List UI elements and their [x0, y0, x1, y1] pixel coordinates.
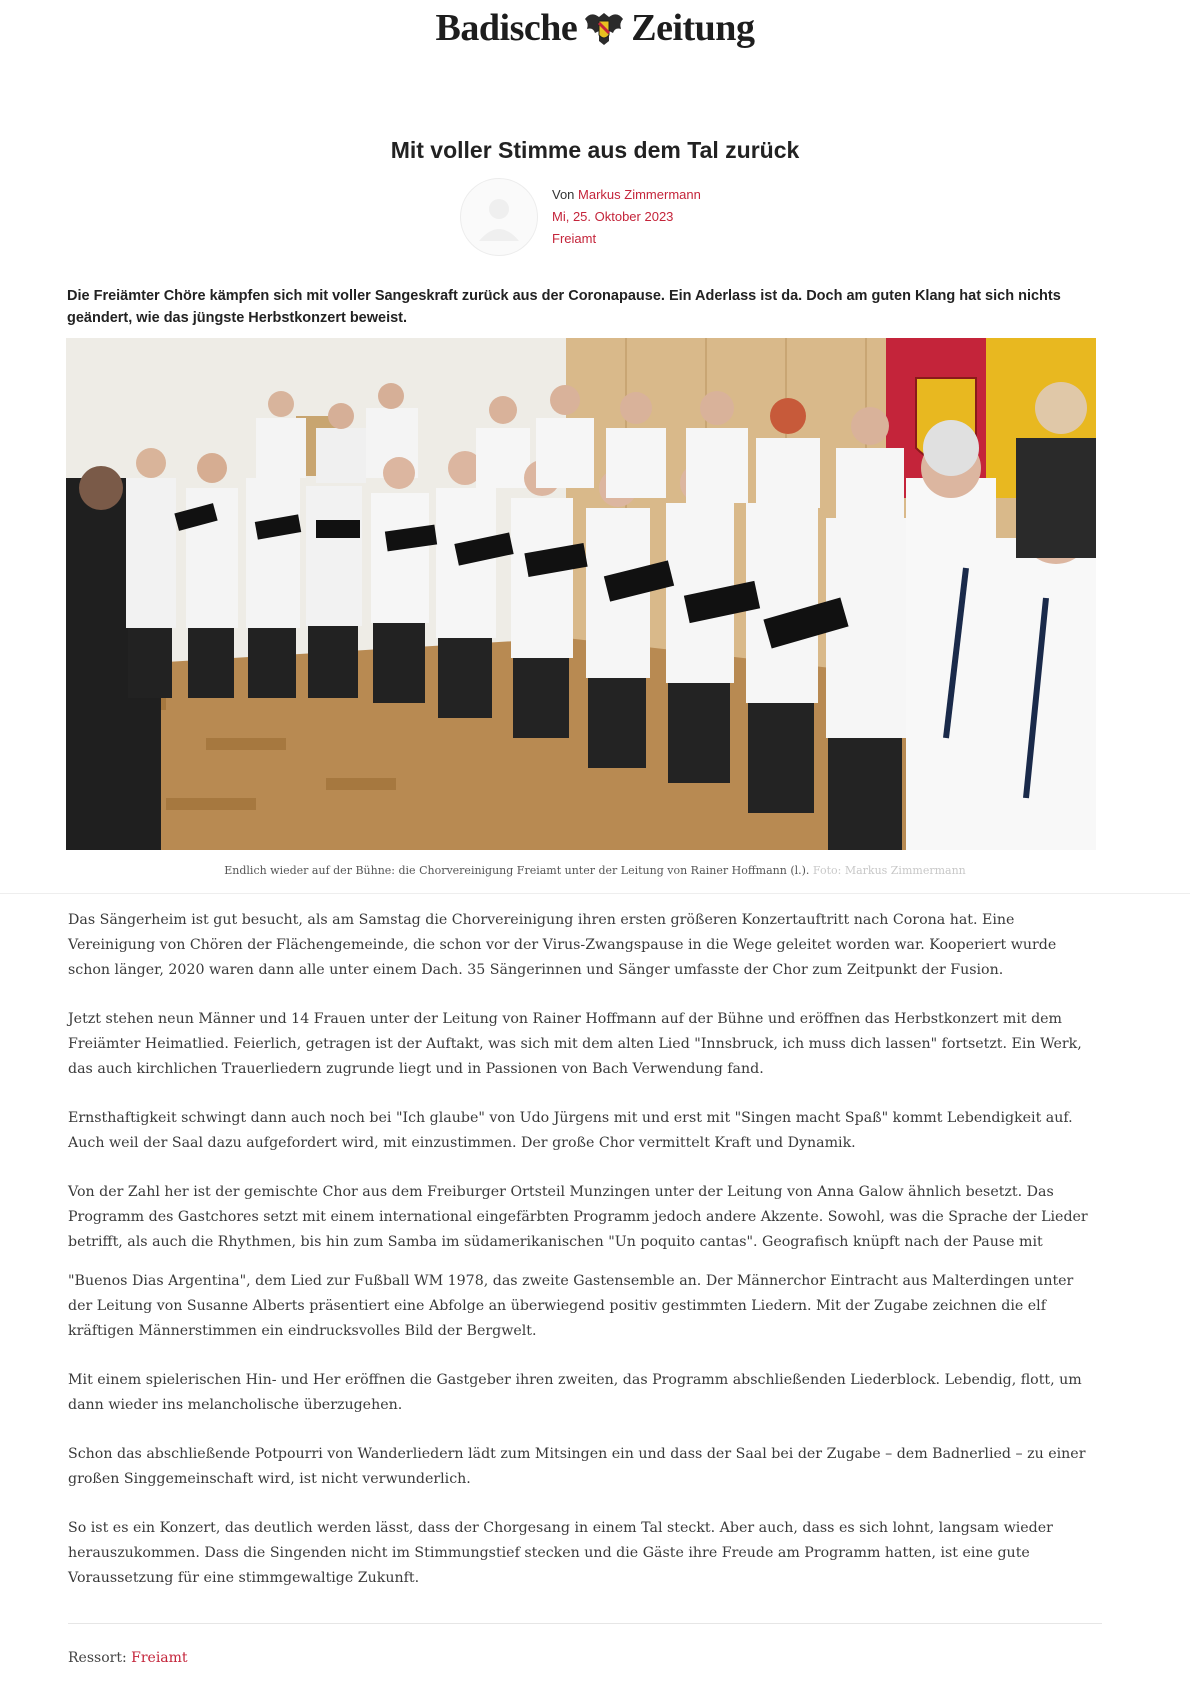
body-paragraph: Mit einem spielerischen Hin- und Her eröffnen die Gastgeber ihren zweiten, das Programm abschließenden Liederblock. Lebendig, flott, um dann wieder ins melancholische überzugehen. — [68, 1372, 1082, 1413]
body-paragraph: Jetzt stehen neun Männer und 14 Frauen unter der Leitung von Rainer Hoffmann auf der Bühne und eröffnen das Herbstkonzert mit dem Freiämter Heimatlied. Feierlich, getragen ist der Auftakt, was sich mit dem alten Lied "Innsbruck, ich muss dich lassen" fortsetzt. Ein Werk, das auch kirchlichen Trauerliedern zugrunde liegt und in Passionen von Bach Verwendung fand. — [68, 1011, 1082, 1077]
article-title: Mit voller Stimme aus dem Tal zurück — [390, 137, 800, 164]
masthead-word-left: Badische — [435, 7, 578, 49]
body-paragraph: Von der Zahl her ist der gemischte Chor aus dem Freiburger Ortsteil Munzingen unter der Leitung von Anna Galow ähnlich besetzt. Das Programm des Gastchores setzt mit einem international eingefärbten Programm jedoch andere Akzente. Sowohl, was die Sprache der Lieder betrifft, als auch die Rhythmen, bis hin zum Samba im südamerikanischen "Un poquito cantas". Geografisch knüpft nach der Pause mit — [68, 1184, 1088, 1250]
body-paragraph: Ernsthaftigkeit schwingt dann auch noch bei "Ich glaube" von Udo Jürgens mit und erst mit "Singen macht Spaß" kommt Lebendigkeit auf. Auch weil der Saal dazu aufgefordert wird, mit einzustimmen. Der große Chor vermittelt Kraft und Dynamik. — [68, 1110, 1073, 1151]
choir-photo-illustration — [66, 338, 1096, 850]
divider — [0, 893, 1190, 894]
body-paragraph: "Buenos Dias Argentina", dem Lied zur Fußball WM 1978, das zweite Gastensemble an. Der Männerchor Eintracht aus Malterdingen unter der Leitung von Susanne Alberts präsentiert eine Abfolge an überwiegend positiv gestimmten Liedern. Mit der Zugabe zeichnen die elf kräftigen Männerstimmen ein eindrucksvolles Bild der Bergwelt. — [68, 1273, 1074, 1339]
article-lead: Die Freiämter Chöre kämpfen sich mit voller Sangeskraft zurück aus der Coronapause. Ein Aderlass ist da. Doch am guten Klang hat sich nichts geändert, wie das jüngste Herbstkonzert beweist. — [67, 287, 1061, 326]
body-paragraph: Das Sängerheim ist gut besucht, als am Samstag die Chorvereinigung ihren ersten größeren Konzertauftritt nach Corona hat. Eine Vereinigung von Chören der Flächengemeinde, die schon vor der Virus-Zwangspause in die Wege geleitet worden war. Kooperiert wurde schon länger, 2020 waren dann alle unter einem Dach. 35 Sängerinnen und Sänger umfasste der Chor zum Zeitpunkt der Fusion. — [68, 912, 1057, 978]
ressort-label: Ressort: — [68, 1650, 127, 1666]
avatar-placeholder-icon — [469, 187, 529, 247]
author-line — [552, 184, 701, 206]
article-date: Mi, 25. Oktober 2023 — [552, 209, 674, 224]
photo-credit: Foto: Markus Zimmermann — [812, 864, 966, 877]
griffin-crest-icon — [581, 9, 627, 47]
body-paragraph: So ist es ein Konzert, das deutlich werden lässt, dass der Chorgesang in einem Tal steckt. Aber auch, dass es sich lohnt, langsam wieder herauszukommen. Dass die Singenden nicht im Stimmungstief stecken und die Gäste ihre Freude am Programm hatten, ist eine gute Voraussetzung für eine stimmgewaltige Zukunft. — [68, 1520, 1053, 1586]
author-link[interactable]: Markus Zimmermann — [578, 187, 701, 202]
article-body — [68, 908, 1102, 1615]
masthead-word-right: Zeitung — [631, 7, 755, 49]
masthead — [0, 6, 1190, 56]
photo-caption — [0, 864, 1190, 877]
author-avatar — [460, 178, 538, 256]
ressort-line — [68, 1650, 188, 1666]
masthead-logo[interactable] — [436, 6, 755, 50]
article-photo — [66, 338, 1096, 850]
section-link[interactable]: Freiamt — [552, 231, 597, 246]
byline — [460, 178, 701, 256]
photo-caption-text: Endlich wieder auf der Bühne: die Chorvereinigung Freiamt unter der Leitung von Rainer Hoffmann (l.). — [224, 864, 810, 877]
footer-divider — [68, 1623, 1102, 1624]
byline-text — [552, 178, 701, 250]
byline-prefix: Von — [552, 187, 575, 202]
ressort-link[interactable]: Freiamt — [131, 1650, 188, 1666]
body-paragraph: Schon das abschließende Potpourri von Wanderliedern lädt zum Mitsingen ein und dass der Saal bei der Zugabe – dem Badnerlied – zu einer großen Singgemeinschaft wird, ist nicht verwunderlich. — [68, 1446, 1086, 1487]
